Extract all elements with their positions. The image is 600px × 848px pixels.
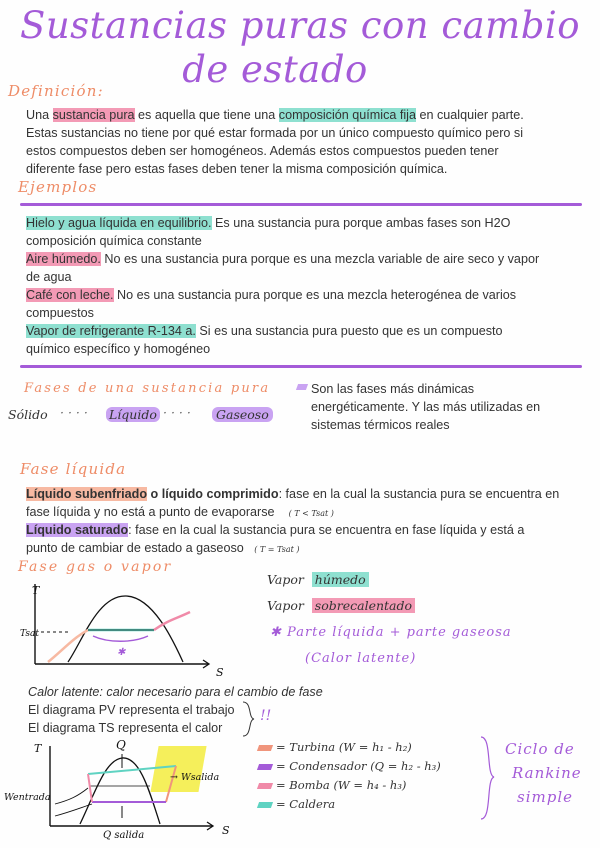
highlight: Líquido subenfriado [26, 487, 148, 501]
vapor-line [154, 612, 190, 630]
definicion-text [26, 106, 586, 178]
highlight: sobrecalentado [312, 598, 415, 613]
brace-small [240, 700, 260, 740]
w-entrada-label: Wentrada [4, 792, 51, 803]
text: Si es una sustancia pura puesto que es un compuesto [195, 324, 503, 338]
q-label: Q [116, 738, 126, 752]
highlight: húmedo [312, 572, 369, 587]
definicion-heading: Definición: [8, 82, 104, 100]
legend-label: = Bomba (W = h₄ - h₃) [276, 778, 407, 792]
axis-s-label: S [216, 666, 224, 679]
highlight-turbina [150, 746, 206, 792]
fase-liquida-heading: Fase líquida [20, 460, 127, 478]
text: sistemas térmicos reales [311, 418, 450, 432]
text: : fase en la cual la sustancia pura se encuentra en [278, 487, 560, 501]
rankine-legend [258, 740, 483, 816]
ejemplo-item [26, 322, 592, 358]
ejemplo-item [26, 250, 592, 286]
text: o líquido comprimido [147, 487, 279, 501]
brace [93, 636, 148, 641]
bomba-line [88, 774, 92, 802]
fases-heading: Fases de una sustancia pura [24, 381, 271, 396]
star-note-1: ✱ Parte líquida + parte gaseosa [270, 625, 512, 640]
page-title-line2: de estado [182, 48, 368, 91]
highlight: Aire húmedo. [26, 252, 101, 266]
note: ( T = Tsat ) [254, 545, 300, 554]
legend-swatch [257, 802, 273, 808]
legend-swatch [257, 783, 273, 789]
fase-dots: · · · · [163, 405, 191, 420]
legend-item [258, 759, 483, 778]
text: Vapor [267, 598, 304, 613]
text: Son las fases más dinámicas [311, 382, 475, 396]
bullet-mark [296, 384, 308, 390]
note-latente: Calor latente: calor necesario para el cambio de fase [28, 685, 323, 699]
vapor-humedo [267, 572, 369, 587]
text: : fase en la cual la sustancia pura se encuentra en fase líquida y está a [128, 523, 525, 537]
tsat-label: Tsat [20, 629, 39, 639]
page-title-line1: Sustancias puras con cambio [19, 4, 581, 47]
text: No es una sustancia pura porque es una mezcla variable de aire seco y vapor [100, 252, 540, 266]
text: compuestos [26, 306, 94, 320]
divider [20, 365, 582, 368]
ts-diagram-gas [8, 580, 238, 680]
axis-t-label: T [34, 742, 42, 755]
rankine-ts-diagram [0, 738, 250, 846]
legend-swatch [257, 764, 273, 770]
legend-item [258, 778, 483, 797]
text: de agua [26, 270, 72, 284]
text: composición química constante [26, 234, 202, 248]
star-icon: ✱ [117, 647, 126, 658]
highlight: Vapor de refrigerante R-134 a. [26, 324, 196, 338]
highlight-composicion: composición química fija [278, 108, 416, 122]
legend-item [258, 740, 483, 759]
legend-label: = Condensador (Q = h₂ - h₃) [276, 759, 441, 773]
entrada-line [55, 788, 88, 804]
axis-s-label: S [222, 824, 230, 837]
fase-gas-heading: Fase gas o vapor [18, 559, 173, 575]
fases-note [311, 380, 591, 434]
fase-liquida-a [26, 485, 592, 523]
fase-liquido: Líquido [106, 407, 160, 422]
text: punto de cambiar de estado a gaseoso [26, 541, 244, 555]
cycle-title-1: Ciclo de [505, 740, 575, 758]
cycle-title-2: Rankine [512, 764, 582, 782]
definicion-line: estos compuestos deben ser homogéneos. Además estos compuestos pueden tener [26, 144, 499, 158]
text: energéticamente. Y las más utilizadas en [311, 400, 541, 414]
highlight-sustancia-pura: sustancia pura [52, 108, 135, 122]
w-salida-label: → Wsalida [170, 772, 220, 783]
legend-label: = Turbina (W = h₁ - h₂) [276, 740, 412, 754]
brace-large [478, 735, 498, 821]
exclamation-mark: !! [260, 708, 272, 724]
text: Vapor [267, 572, 304, 587]
ejemplo-item [26, 286, 592, 322]
fase-dots: · · · · [60, 405, 88, 420]
text: Es una sustancia pura porque ambas fases son H2O [211, 216, 511, 230]
fase-solido: Sólido [8, 407, 48, 422]
legend-item [258, 797, 483, 816]
text: químico específico y homogéneo [26, 342, 211, 356]
vapor-sobrecalentado [267, 598, 415, 613]
q-salida-label: Q salida [103, 830, 145, 841]
note-pv: El diagrama PV representa el trabajo [28, 703, 235, 717]
text: Una [26, 108, 53, 122]
ejemplos-heading: Ejemplos [18, 178, 98, 196]
highlight: Café con leche. [26, 288, 114, 302]
cycle-title-3: simple [517, 788, 573, 806]
note: ( T < Tsat ) [288, 509, 334, 518]
highlight: Hielo y agua líquida en equilibrio. [26, 216, 212, 230]
legend-label: = Caldera [276, 797, 336, 811]
ejemplos-list [26, 214, 592, 358]
text: es aquella que tiene una [134, 108, 279, 122]
text: en cualquier parte. [415, 108, 524, 122]
axis-t-label: T [32, 584, 40, 597]
note-ts: El diagrama TS representa el calor [28, 721, 223, 735]
definicion-line: diferente fase pero estas fases deben tener la misma composición química. [26, 162, 448, 176]
text: fase líquida y no está a punto de evaporarse [26, 505, 275, 519]
liquid-line [48, 630, 88, 662]
fase-gaseoso: Gaseoso [212, 407, 273, 422]
text: No es una sustancia pura porque es una mezcla heterogénea de varios [113, 288, 517, 302]
definicion-line: Estas sustancias no tiene por qué estar formada por un único compuesto químico pero si [26, 126, 524, 140]
fase-liquida-b [26, 521, 592, 559]
legend-swatch [257, 745, 273, 751]
star-note-2: (Calor latente) [305, 651, 417, 666]
ejemplo-item [26, 214, 592, 250]
divider [20, 203, 582, 206]
highlight: Líquido saturado [26, 523, 129, 537]
